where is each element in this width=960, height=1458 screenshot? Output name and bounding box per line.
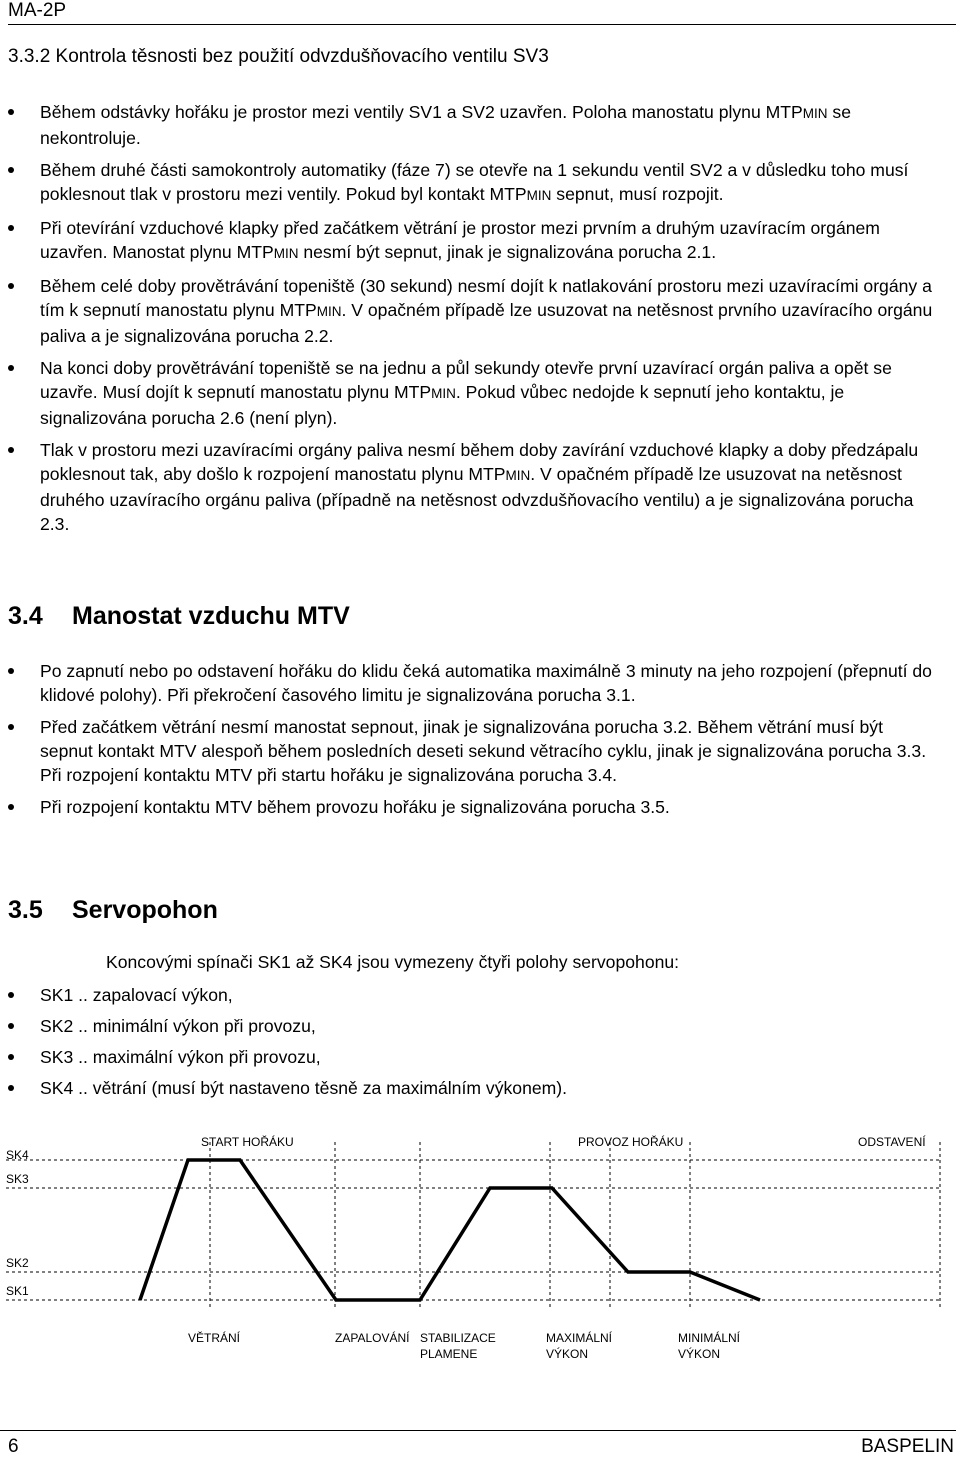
list-item: SK1 .. zapalovací výkon,: [0, 983, 940, 1007]
step-label: MAXIMÁLNÍ: [546, 1331, 613, 1345]
list-item-subscript: MIN: [273, 246, 299, 261]
list-item: SK2 .. minimální výkon při provozu,: [0, 1014, 940, 1038]
list-item: SK3 .. maximální výkon při provozu,: [0, 1045, 940, 1069]
section-3-5-number: 3.5: [8, 896, 43, 924]
header-doc-code: MA-2P: [8, 0, 67, 21]
step-label: VÝKON: [546, 1347, 589, 1361]
footer-brand: BASPELIN: [861, 1436, 954, 1457]
section-3-4-number: 3.4: [8, 602, 43, 630]
section-3-5-heading: [8, 896, 218, 925]
list-item-text: Tlak v prostoru mezi uzavíracími orgány paliva nesmí během doby zavírání vzduchové klapky a doby předzápalu poklesnout tak, aby došlo k rozpojení manostatu plynu MTP: [40, 440, 919, 484]
step-label: VĚTRÁNÍ: [188, 1331, 241, 1345]
list-item-text: sepnut, musí rozpojit.: [551, 184, 724, 204]
step-label: MINIMÁLNÍ: [678, 1331, 741, 1345]
list-item: Po zapnutí nebo po odstavení hořáku do klidu čeká automatika maximálně 3 minuty na jeho rozpojení (přepnutí do klidové polohy). Při překročení časového limitu je signalizována porucha 3.1.: [0, 659, 940, 707]
step-label: VÝKON: [678, 1347, 721, 1361]
servo-timing-diagram: [0, 1124, 960, 1374]
phase-label: ODSTAVENÍ: [858, 1135, 926, 1149]
list-item: [0, 100, 940, 150]
list-item-text: Při otevírání vzduchové klapky před začátkem větrání je prostor mezi prvním a druhým uzavíracím orgánem uzavřen. Manostat plynu MTP: [40, 218, 880, 262]
list-item-text: nesmí být sepnut, jinak je signalizována porucha 2.1.: [298, 242, 717, 262]
list-item: [0, 356, 940, 430]
list-item-subscript: MIN: [505, 468, 531, 483]
list-item-text: Během odstávky hořáku je prostor mezi ventily SV1 a SV2 uzavřen. Poloha manostatu plynu MTP: [40, 102, 803, 122]
list-item-subscript: MIN: [316, 304, 342, 319]
list-item-text: Během celé doby provětrávání topeniště (30 sekund) nesmí dojít k natlakování prostoru mezi uzavíracími orgány a tím k sepnutí manostatu plynu MTP: [40, 276, 932, 320]
list-item-text: . V opačném případě lze usuzovat na netěsnost druhého uzavíracího orgánu paliva (případně na netěsnost odvzdušňovacího ventilu) a je signalizována porucha 2.3.: [40, 464, 914, 534]
step-label: ZAPALOVÁNÍ: [335, 1331, 410, 1345]
step-label: STABILIZACE: [420, 1331, 496, 1345]
list-item: Před začátkem větrání nesmí manostat sepnout, jinak je signalizována porucha 3.2. Během větrání musí být sepnut kontakt MTV alespoň během posledních deseti sekund větracího cyklu, jinak je signalizována porucha 3.3. Při rozpojení kontaktu MTV při startu hořáku je signalizována porucha 3.4.: [0, 715, 940, 787]
phase-label: PROVOZ HOŘÁKU: [578, 1135, 684, 1149]
level-label: SK4: [6, 1148, 29, 1162]
list-item-subscript: MIN: [802, 106, 828, 121]
list-item: [0, 158, 940, 208]
step-label: PLAMENE: [420, 1347, 478, 1361]
section-3-5-list: [0, 983, 940, 1107]
footer-rule: [0, 1430, 956, 1431]
header-rule: [8, 24, 956, 25]
list-item: [0, 216, 940, 266]
section-3-5-title: Servopohon: [72, 896, 218, 924]
level-label: SK1: [6, 1284, 29, 1298]
list-item-text: se nekontroluje.: [40, 102, 852, 148]
list-item: SK4 .. větrání (musí být nastaveno těsně za maximálním výkonem).: [0, 1076, 940, 1100]
list-item-text: Během druhé části samokontroly automatiky (fáze 7) se otevře na 1 sekundu ventil SV2 a v důsledku toho musí poklesnout tlak v prostoru mezi ventily. Pokud byl kontakt MTP: [40, 160, 909, 204]
list-item-text: . V opačném případě lze usuzovat na netěsnost prvního uzavíracího orgánu paliva a je signalizována porucha 2.2.: [40, 300, 933, 346]
section-3-4-list: [0, 659, 940, 827]
section-3-4-title: Manostat vzduchu MTV: [72, 602, 350, 630]
section-3-4-heading: [8, 602, 350, 631]
servo-position-trace: [140, 1160, 760, 1300]
list-item-text: Na konci doby provětrávání topeniště se na jednu a půl sekundy otevře první uzavírací orgán paliva a opět se uzavře. Musí dojít k sepnutí manostatu plynu MTP: [40, 358, 892, 402]
list-item: Při rozpojení kontaktu MTV během provozu hořáku je signalizována porucha 3.5.: [0, 795, 940, 819]
list-item-subscript: MIN: [526, 188, 552, 203]
list-item-text: . Pokud vůbec nedojde k sepnutí jeho kontaktu, je signalizována porucha 2.6 (není plyn).: [40, 382, 845, 428]
level-label: SK3: [6, 1172, 29, 1186]
footer-page-number: 6: [8, 1436, 19, 1457]
section-3-5-intro: Koncovými spínači SK1 až SK4 jsou vymezeny čtyři polohy servopohonu:: [106, 952, 680, 972]
list-item: [0, 438, 940, 536]
list-item: [0, 274, 940, 348]
phase-label: START HOŘÁKU: [201, 1135, 294, 1149]
section-3-3-2-list: [0, 100, 940, 544]
level-label: SK2: [6, 1256, 29, 1270]
section-3-3-2-title: 3.3.2 Kontrola těsnosti bez použití odvzdušňovacího ventilu SV3: [8, 46, 549, 67]
list-item-subscript: MIN: [431, 386, 456, 401]
